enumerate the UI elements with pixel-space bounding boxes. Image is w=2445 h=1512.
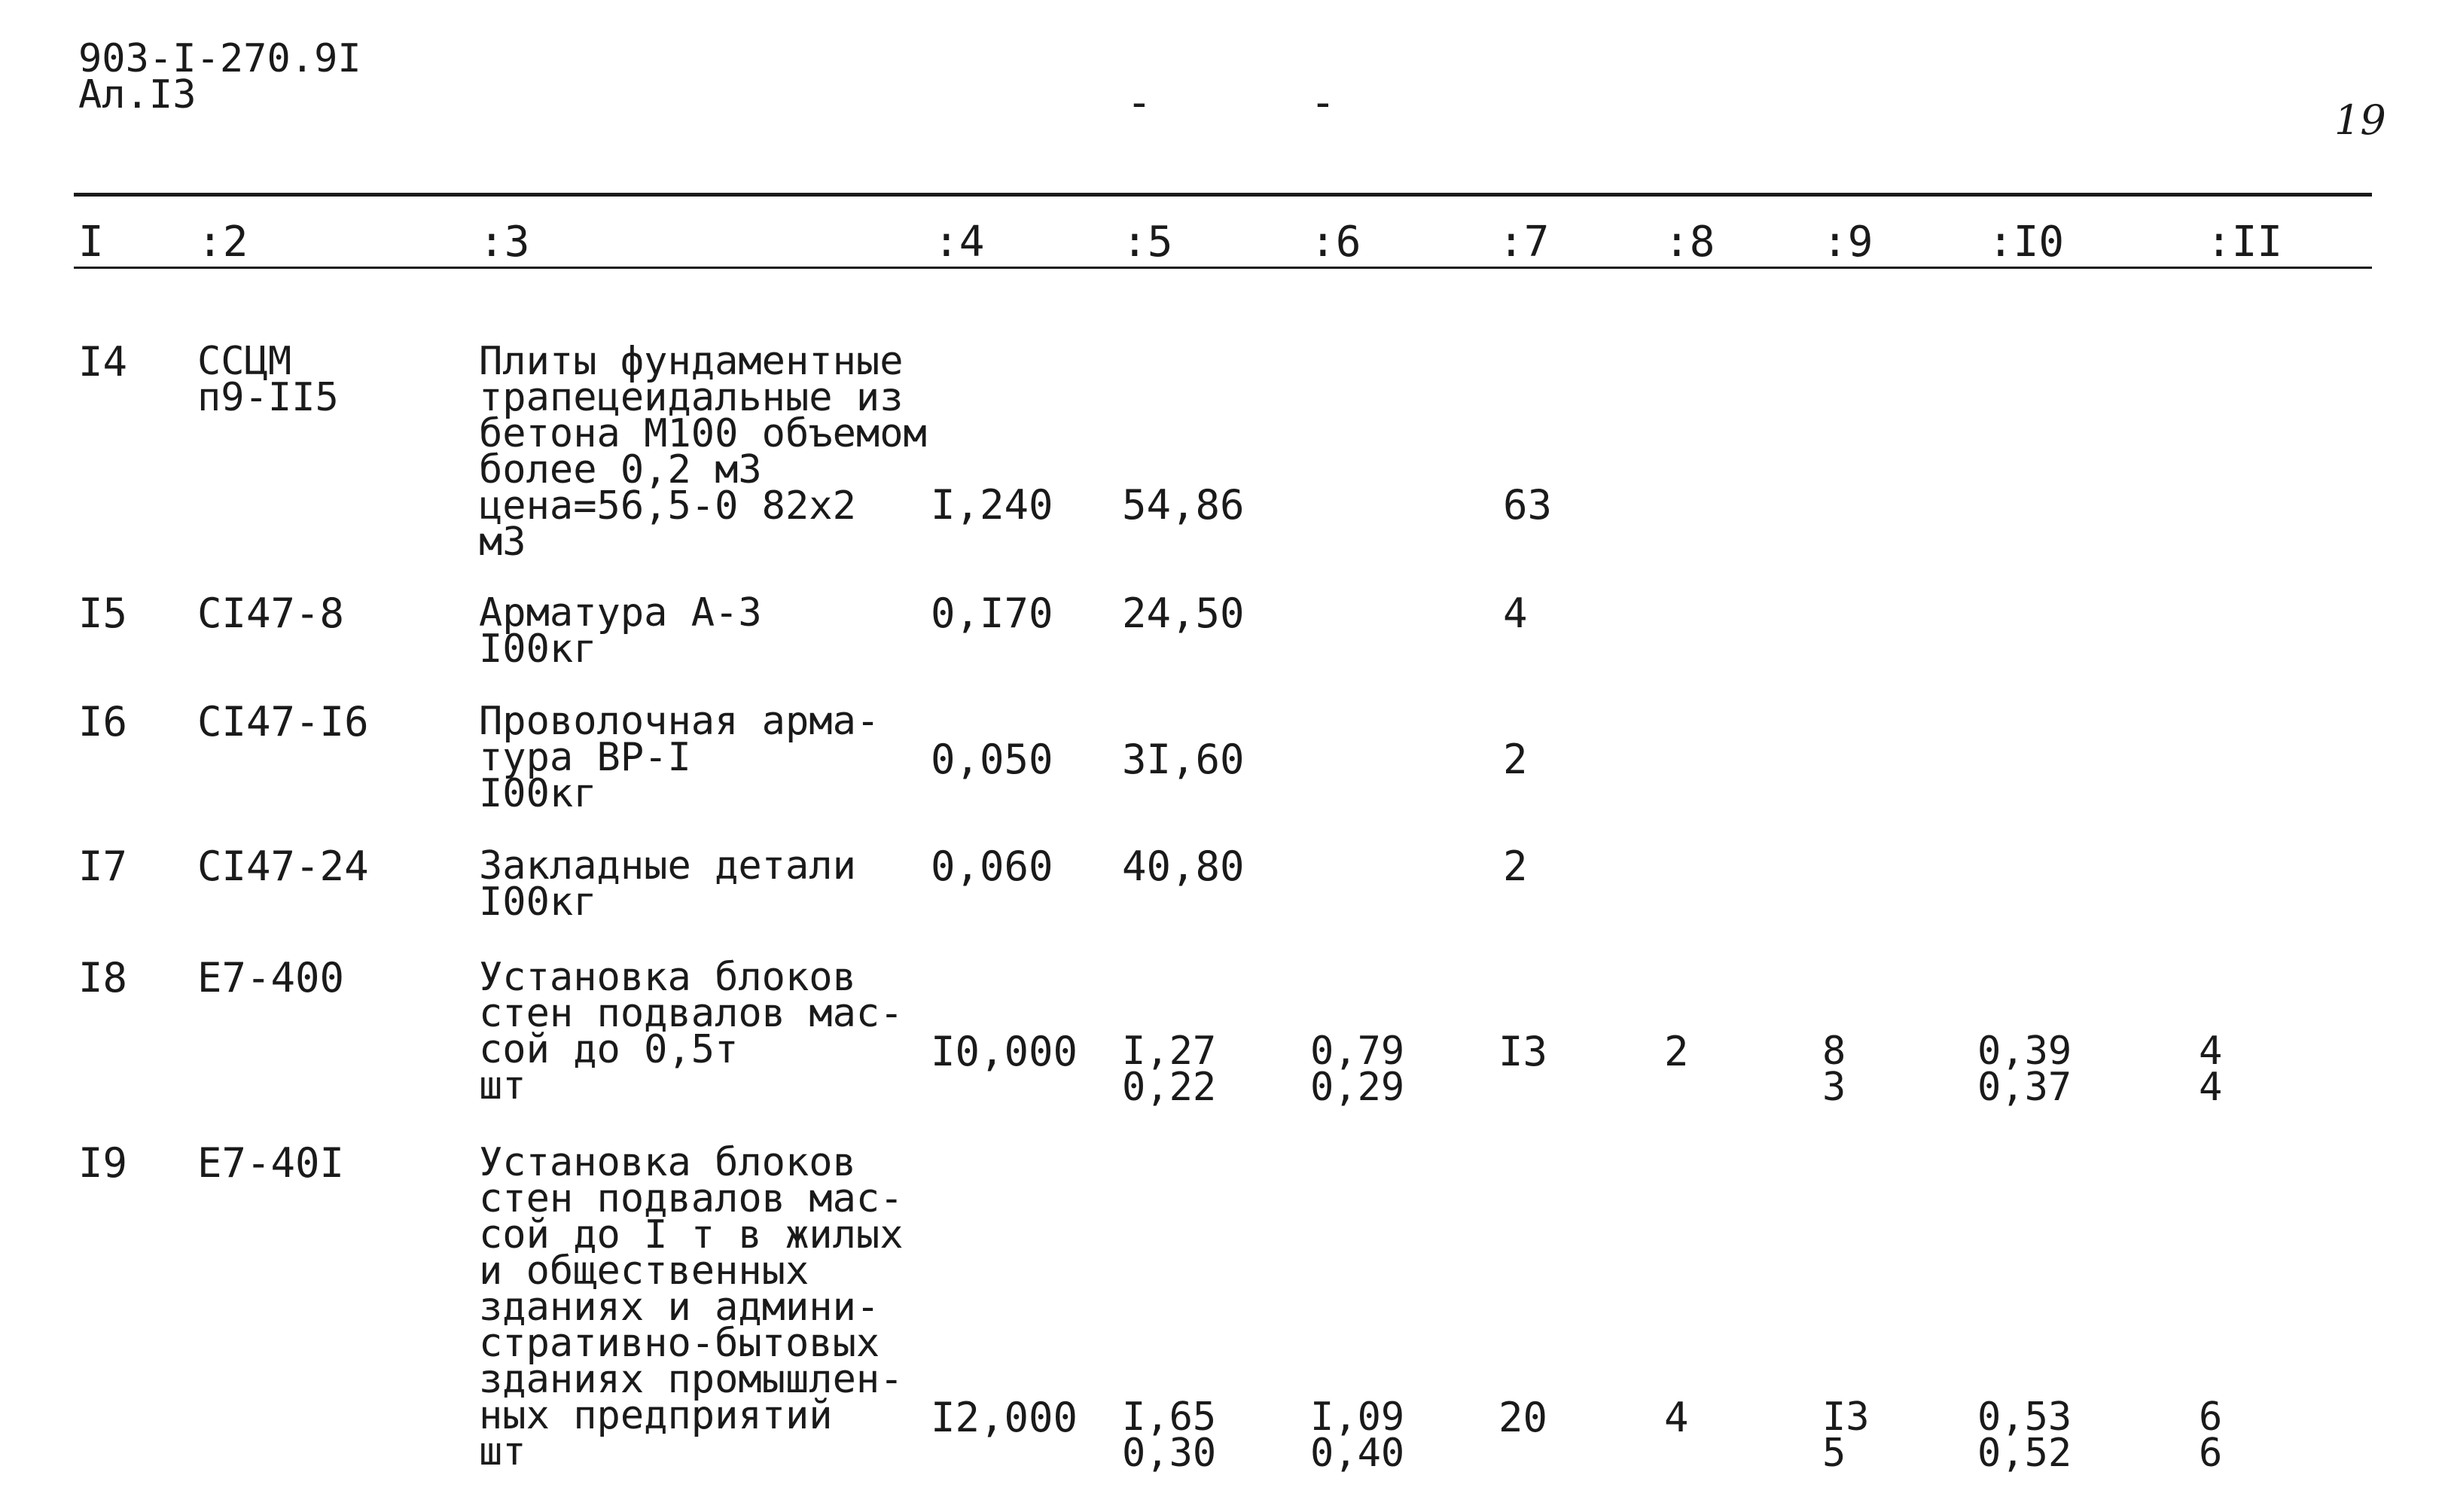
row-col7: 2 bbox=[1503, 843, 1528, 890]
row-number: I8 bbox=[78, 954, 128, 1001]
row-name: Закладные детали I00кг bbox=[479, 843, 856, 925]
page-number: 19 bbox=[2334, 96, 2386, 144]
row-number: I4 bbox=[78, 338, 128, 386]
row-quantity: 0,I70 bbox=[931, 590, 1053, 637]
col-header-4: :4 bbox=[934, 218, 985, 267]
row-number: I6 bbox=[78, 698, 128, 745]
row-col10: 0,39 0,37 bbox=[1977, 1029, 2072, 1110]
row-code: СI47-I6 bbox=[197, 698, 369, 745]
row-col5: 54,86 bbox=[1122, 481, 1245, 529]
col-header-2: :2 bbox=[197, 218, 248, 267]
row-quantity: I,240 bbox=[931, 481, 1053, 529]
row-col9: I3 5 bbox=[1822, 1395, 1870, 1476]
row-code: СI47-8 bbox=[197, 590, 345, 637]
document-code: 903-I-270.9I bbox=[78, 36, 361, 81]
row-col6: I,09 0,40 bbox=[1310, 1395, 1405, 1476]
row-quantity: 0,060 bbox=[931, 843, 1053, 890]
row-col11: 6 6 bbox=[2199, 1395, 2223, 1476]
col-header-6: :6 bbox=[1310, 218, 1361, 267]
col-header-3: :3 bbox=[479, 218, 530, 267]
top-dash-2: - bbox=[1310, 78, 1336, 127]
row-quantity: I0,000 bbox=[931, 1028, 1078, 1075]
row-col8: 2 bbox=[1664, 1028, 1689, 1075]
row-col5: 3I,60 bbox=[1122, 736, 1245, 783]
row-code: СI47-24 bbox=[197, 843, 369, 890]
row-col5: I,27 0,22 bbox=[1122, 1029, 1217, 1110]
row-col7: 63 bbox=[1503, 481, 1553, 529]
row-name: Проволочная арма- тура ВР-I I00кг bbox=[479, 699, 880, 816]
row-col7: 20 bbox=[1498, 1394, 1548, 1441]
row-col7: 4 bbox=[1503, 590, 1528, 637]
col-header-1: I bbox=[78, 218, 104, 267]
row-name: Установка блоков стен подвалов мас- сой до 0,5т шт bbox=[479, 955, 904, 1108]
col-header-8: :8 bbox=[1664, 218, 1715, 267]
row-col9: 8 3 bbox=[1822, 1029, 1846, 1110]
row-col5: I,65 0,30 bbox=[1122, 1395, 1217, 1476]
top-rule bbox=[74, 193, 2372, 197]
col-header-10: :I0 bbox=[1988, 218, 2065, 267]
row-code: ССЦМ п9-II5 bbox=[197, 339, 339, 420]
row-quantity: 0,050 bbox=[931, 736, 1053, 783]
col-header-7: :7 bbox=[1498, 218, 1550, 267]
row-col5: 24,50 bbox=[1122, 590, 1245, 637]
top-dash-1: - bbox=[1126, 78, 1152, 127]
row-name: Арматура А-3 I00кг bbox=[479, 590, 762, 672]
row-col7: I3 bbox=[1498, 1028, 1548, 1075]
row-name: Плиты фундаментные трапецеидальные из бетона М100 объемом более 0,2 м3 цена=56,5-0 82х2 м3 bbox=[479, 339, 927, 565]
row-code: Е7-400 bbox=[197, 954, 345, 1001]
row-col7: 2 bbox=[1503, 736, 1528, 783]
col-header-9: :9 bbox=[1822, 218, 1873, 267]
col-header-5: :5 bbox=[1122, 218, 1173, 267]
header-underline bbox=[74, 267, 2372, 269]
row-name: Установка блоков стен подвалов мас- сой до I т в жилых и общественных зданиях и админи- стративно-бытовых зданиях промышлен- ных предприятий шт bbox=[479, 1140, 904, 1474]
row-col6: 0,79 0,29 bbox=[1310, 1029, 1405, 1110]
row-col5: 40,80 bbox=[1122, 843, 1245, 890]
col-header-11: :II bbox=[2206, 218, 2283, 267]
row-code: Е7-40I bbox=[197, 1139, 345, 1187]
row-col10: 0,53 0,52 bbox=[1977, 1395, 2072, 1476]
sheet-label: Ал.I3 bbox=[78, 72, 197, 117]
row-quantity: I2,000 bbox=[931, 1394, 1078, 1441]
row-number: I9 bbox=[78, 1139, 128, 1187]
row-number: I5 bbox=[78, 590, 128, 637]
row-number: I7 bbox=[78, 843, 128, 890]
row-col11: 4 4 bbox=[2199, 1029, 2223, 1110]
row-col8: 4 bbox=[1664, 1394, 1689, 1441]
